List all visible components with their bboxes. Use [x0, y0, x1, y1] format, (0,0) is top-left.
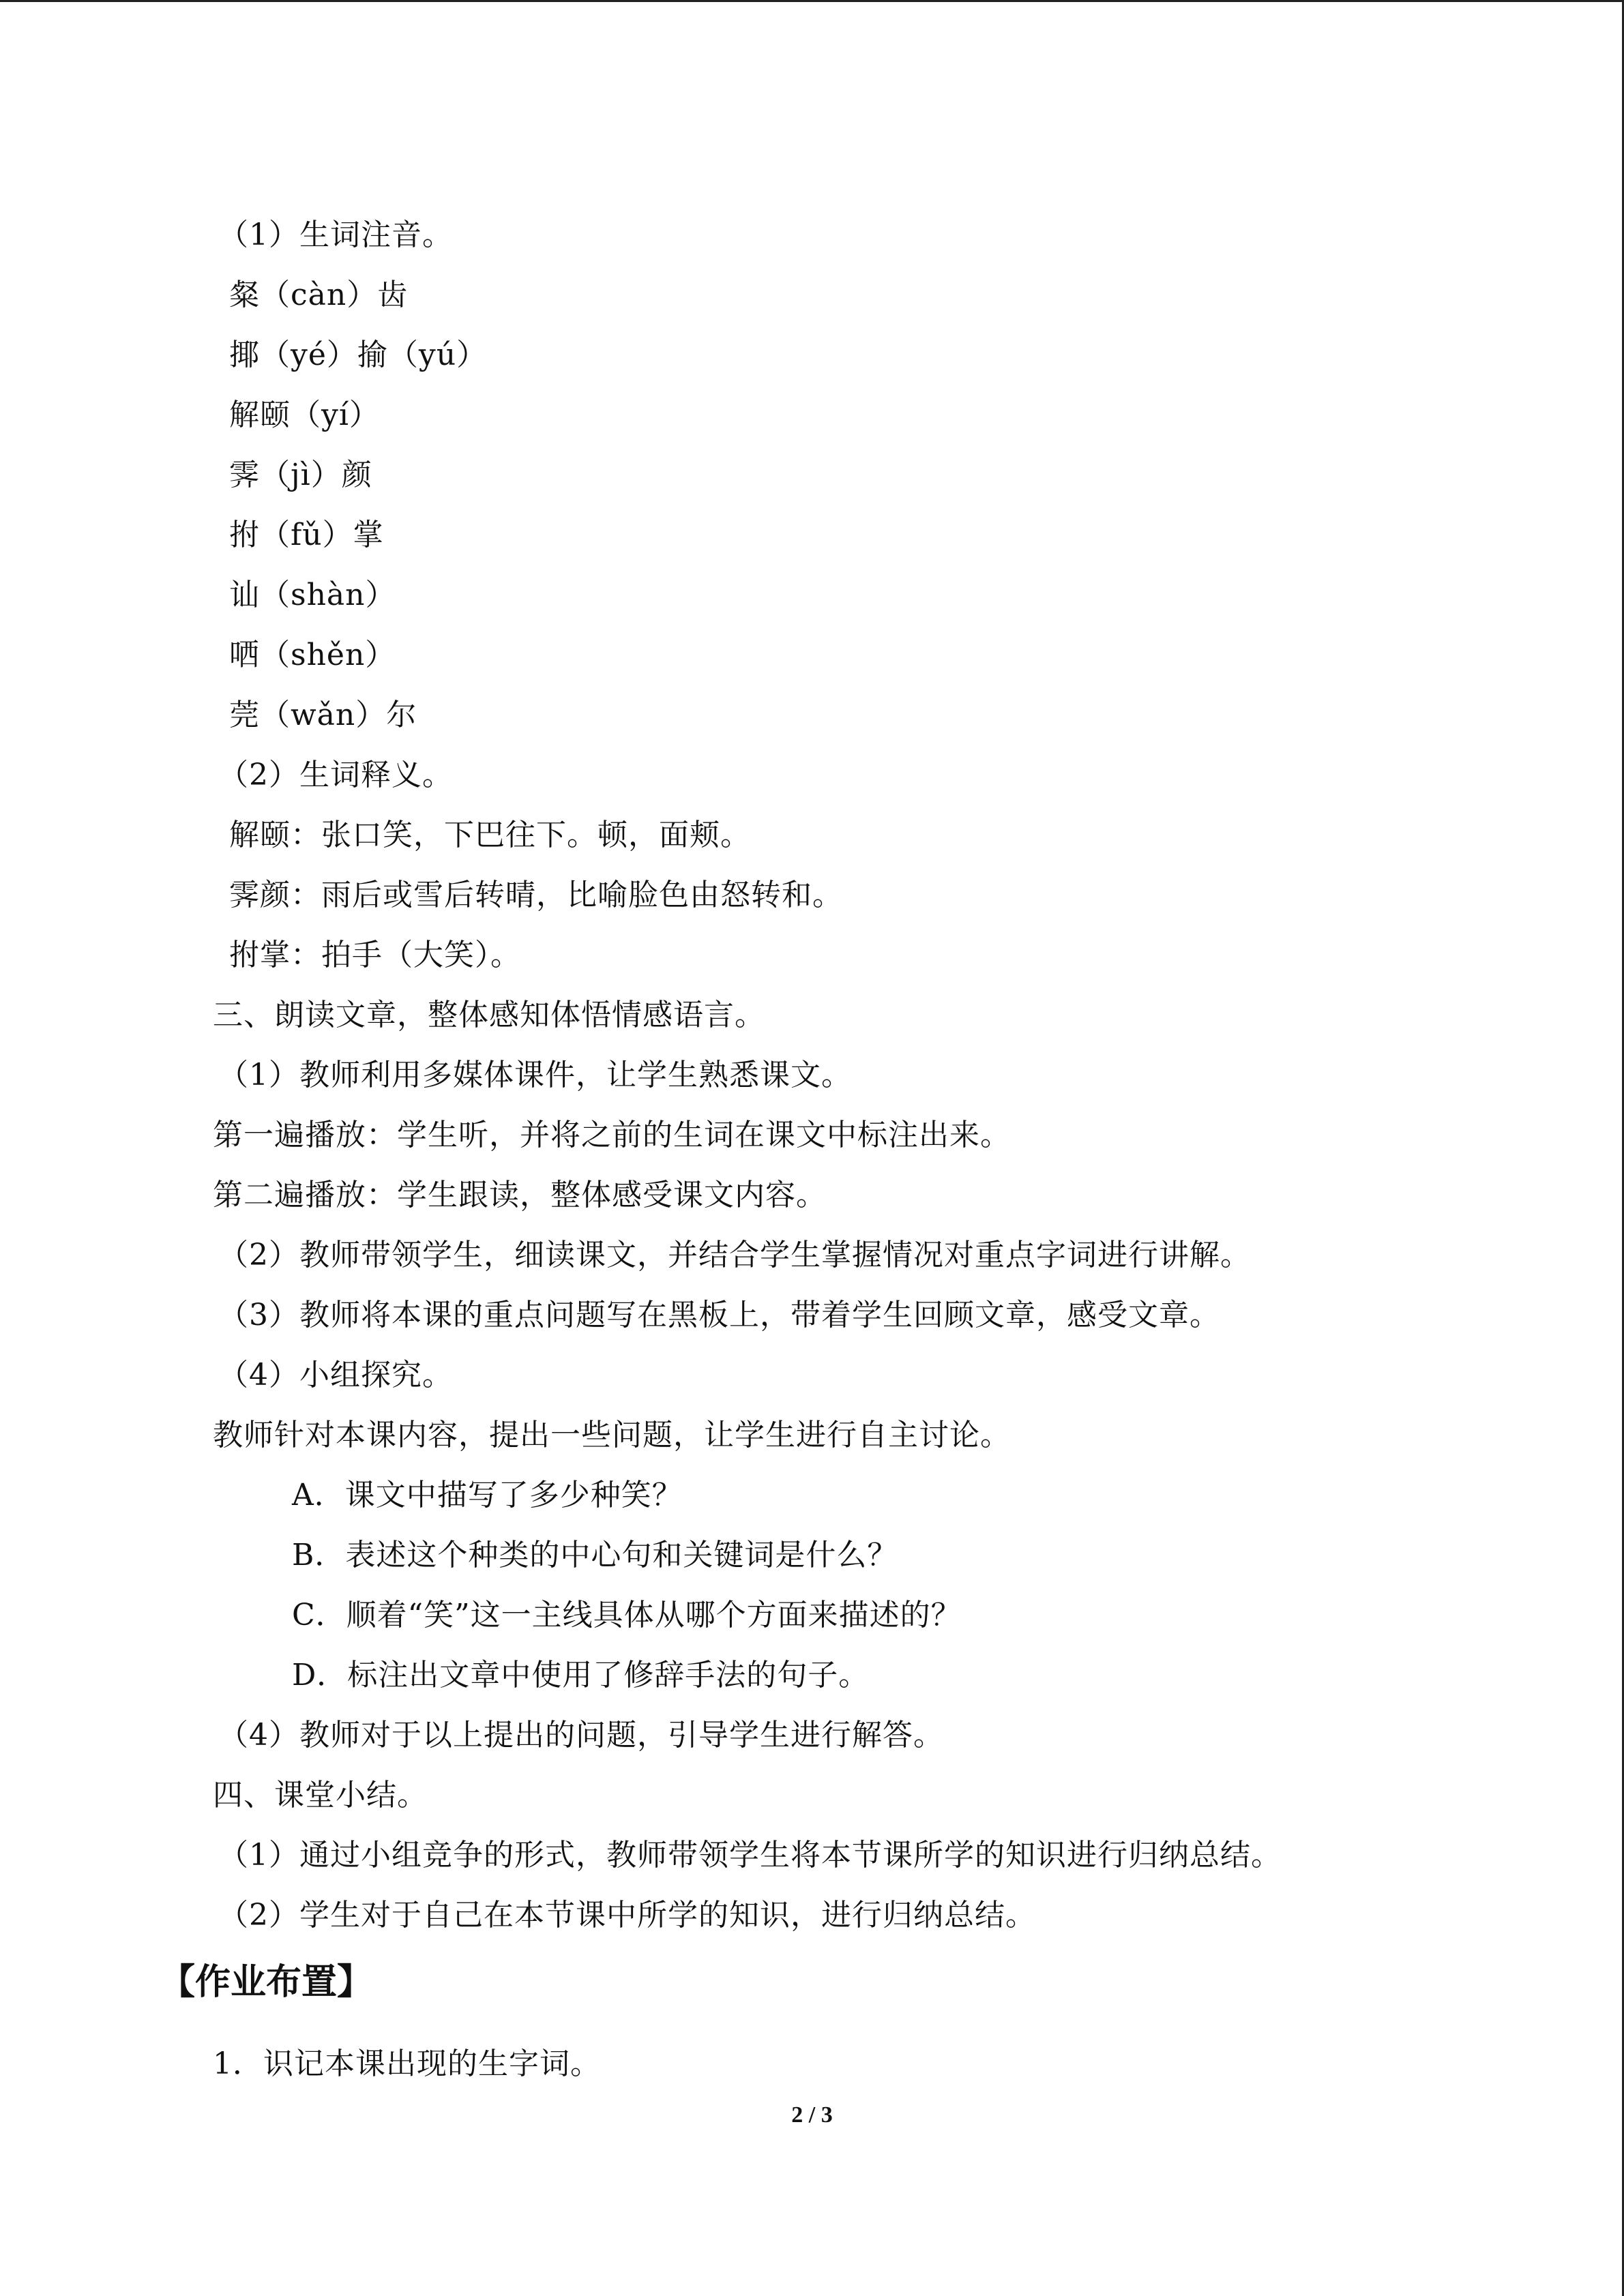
- question-item: C．顺着“笑”这一主线具体从哪个方面来描述的？: [292, 1598, 962, 1632]
- text-line: （1）生词注音。: [218, 218, 453, 252]
- page-number: 2 / 3: [791, 2102, 833, 2128]
- text-line: （2）教师带领学生，细读课文，并结合学生掌握情况对重点字词进行讲解。: [218, 1238, 1251, 1272]
- text-line: （2）生词释义。: [218, 758, 453, 792]
- text-line: 第一遍播放：学生听，并将之前的生词在课文中标注出来。: [213, 1118, 1011, 1152]
- text-line: 霁颜：雨后或雪后转晴，比喻脸色由怒转和。: [229, 878, 843, 912]
- text-line: （3）教师将本课的重点问题写在黑板上，带着学生回顾文章，感受文章。: [218, 1298, 1220, 1332]
- text-line: （4）教师对于以上提出的问题，引导学生进行解答。: [218, 1718, 944, 1753]
- section-heading-homework: 【作业布置】: [160, 1962, 373, 2003]
- question-item: B．表述这个种类的中心句和关键词是什么？: [292, 1538, 898, 1572]
- text-line: （1）通过小组竞争的形式，教师带领学生将本节课所学的知识进行归纳总结。: [218, 1838, 1282, 1873]
- text-line: （1）教师利用多媒体课件，让学生熟悉课文。: [218, 1058, 852, 1092]
- text-line: 第二遍播放：学生跟读，整体感受课文内容。: [213, 1178, 827, 1212]
- text-line: （2）学生对于自己在本节课中所学的知识，进行归纳总结。: [218, 1898, 1036, 1933]
- text-line: 解颐（yí）: [229, 398, 380, 432]
- question-item: D．标注出文章中使用了修辞手法的句子。: [292, 1658, 870, 1693]
- text-line: 粲（càn）齿: [229, 278, 409, 312]
- text-line: 霁（jì）颜: [229, 458, 372, 492]
- text-line: （4）小组探究。: [218, 1358, 453, 1392]
- text-line: 讪（shàn）: [229, 578, 396, 612]
- section-line: 四、课堂小结。: [213, 1778, 428, 1813]
- text-line: 揶（yé）揄（yú）: [229, 338, 488, 372]
- text-line: 莞（wǎn）尔: [229, 698, 417, 732]
- text-line: 拊掌：拍手（大笑）。: [229, 938, 521, 972]
- text-line: 教师针对本课内容，提出一些问题，让学生进行自主讨论。: [213, 1418, 1011, 1452]
- text-line: 拊（fǔ）掌: [229, 518, 384, 552]
- text-line: 哂（shěn）: [229, 638, 396, 672]
- section-line: 三、朗读文章，整体感知体悟情感语言。: [213, 998, 765, 1032]
- homework-item: 1．识记本课出现的生字词。: [213, 2046, 601, 2081]
- text-line: 解颐：张口笑，下巴往下。顿，面颊。: [229, 818, 751, 852]
- question-item: A．课文中描写了多少种笑？: [292, 1478, 683, 1512]
